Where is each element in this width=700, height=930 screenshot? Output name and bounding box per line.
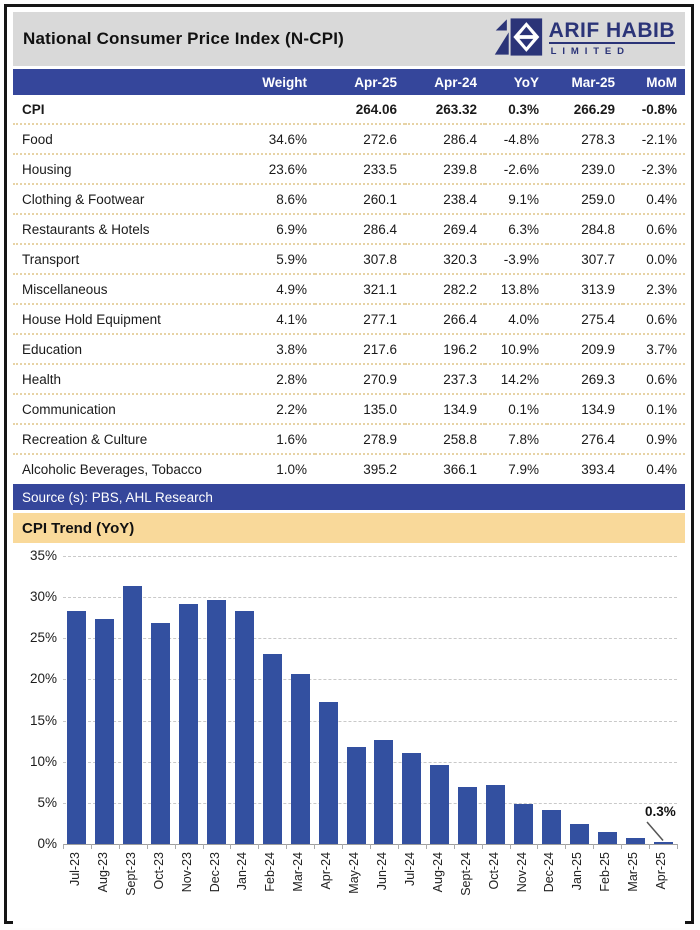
column-header: MoM <box>623 69 685 95</box>
table-cell: 239.8 <box>405 154 485 184</box>
table-row <box>13 154 685 184</box>
x-axis-tick <box>175 844 176 849</box>
x-axis-tick-label: Jan-25 <box>570 852 585 891</box>
table-cell: 2.3% <box>623 274 685 304</box>
x-axis-tick <box>398 844 399 849</box>
x-axis-tick <box>314 844 315 849</box>
x-axis-tick-label: Mar-24 <box>291 852 306 892</box>
x-axis-tick-label: Mar-25 <box>626 852 641 892</box>
bar-Aug-24 <box>430 765 449 844</box>
x-axis-tick <box>147 844 148 849</box>
y-axis-tick-label: 30% <box>29 589 57 605</box>
table-cell: 269.4 <box>405 214 485 244</box>
bar-Apr-24 <box>319 702 338 844</box>
table-cell: 6.3% <box>485 214 547 244</box>
table-row <box>13 394 685 424</box>
table-cell: 395.2 <box>363 461 397 477</box>
table-cell: 7.8% <box>485 424 547 454</box>
table-cell: 3.8% <box>241 334 315 364</box>
table-cell: 278.3 <box>547 124 623 154</box>
table-cell: 6.9% <box>241 214 315 244</box>
cpi-summary-row <box>13 95 685 124</box>
table-cell: Transport <box>13 244 241 274</box>
column-header: Apr-25 <box>315 69 405 95</box>
x-axis-tick-label: Apr-25 <box>654 852 669 890</box>
x-axis-tick <box>258 844 259 849</box>
bar-Dec-24 <box>542 810 561 844</box>
x-axis-tick-label: Feb-25 <box>598 852 613 892</box>
table-row <box>13 184 685 214</box>
bar-Feb-25 <box>598 832 617 844</box>
cpi-trend-chart <box>13 546 685 928</box>
table-cell: -0.8% <box>623 95 685 124</box>
table-row <box>13 424 685 454</box>
table-cell: 196.2 <box>405 334 485 364</box>
table-row <box>13 244 685 274</box>
table-cell: 0.0% <box>623 244 685 274</box>
table-cell: 269.3 <box>547 364 623 394</box>
title-band <box>13 12 685 66</box>
table-cell: Recreation & Culture <box>13 424 241 454</box>
table-cell: 272.6 <box>315 124 405 154</box>
table-cell: 10.9% <box>485 334 547 364</box>
logo-text <box>549 21 675 57</box>
table-cell: House Hold Equipment <box>13 304 241 334</box>
table-row <box>13 274 685 304</box>
cpi-table <box>13 69 685 483</box>
cpi-table-body <box>13 95 685 483</box>
table-cell: CPI <box>13 95 241 124</box>
table-cell: 321.1 <box>315 274 405 304</box>
table-cell: 266.29 <box>547 95 623 124</box>
table-cell: 263.32 <box>405 95 485 124</box>
arif-habib-logo-icon <box>492 16 544 63</box>
table-cell: 284.8 <box>547 214 623 244</box>
table-cell: 264.06 <box>315 95 405 124</box>
table-cell: 259.0 <box>547 184 623 214</box>
x-axis-tick <box>510 844 511 849</box>
table-cell: Education <box>13 334 241 364</box>
table-cell: 276.4 <box>547 424 623 454</box>
table-row <box>13 334 685 364</box>
bar-Aug-23 <box>95 619 114 844</box>
y-axis-tick-label: 20% <box>29 671 57 687</box>
table-cell: 4.0% <box>485 304 547 334</box>
x-axis-tick <box>565 844 566 849</box>
x-axis-tick-label: Nov-24 <box>514 852 529 893</box>
table-cell: 7.9% <box>508 461 539 477</box>
table-cell: 4.1% <box>241 304 315 334</box>
bar-Mar-25 <box>626 838 645 844</box>
table-cell: 275.4 <box>547 304 623 334</box>
table-cell: 4.9% <box>241 274 315 304</box>
table-cell: -2.3% <box>623 154 685 184</box>
table-cell: 238.4 <box>405 184 485 214</box>
bar-Oct-24 <box>486 785 505 844</box>
table-cell: -2.1% <box>623 124 685 154</box>
table-cell: -3.9% <box>485 244 547 274</box>
header-row <box>13 69 685 95</box>
bar-Oct-23 <box>151 623 170 844</box>
x-axis-tick <box>63 844 64 849</box>
column-header <box>13 69 241 95</box>
table-cell: 0.6% <box>623 304 685 334</box>
table-cell: Restaurants & Hotels <box>13 214 241 244</box>
table-row <box>13 124 685 154</box>
table-cell: 1.6% <box>241 424 315 454</box>
chart-section-title: CPI Trend (YoY) <box>22 519 135 537</box>
x-axis-tick-label: Aug-24 <box>430 852 445 893</box>
table-cell: 0.4% <box>623 184 685 214</box>
table-cell: Food <box>13 124 241 154</box>
table-cell: Miscellaneous <box>13 274 241 304</box>
table-cell: 0.1% <box>623 394 685 424</box>
table-cell: 320.3 <box>405 244 485 274</box>
bar-Mar-24 <box>291 674 310 844</box>
x-axis-tick <box>537 844 538 849</box>
table-cell: 9.1% <box>485 184 547 214</box>
x-axis-tick-label: Oct-24 <box>486 852 501 890</box>
table-cell: 313.9 <box>547 274 623 304</box>
table-cell: 34.6% <box>241 124 315 154</box>
x-axis-tick <box>426 844 427 849</box>
table-cell: 233.5 <box>315 154 405 184</box>
x-axis-tick-label: Oct-23 <box>151 852 166 890</box>
table-cell: 217.6 <box>315 334 405 364</box>
gridline <box>63 597 677 598</box>
bar-Jul-23 <box>67 611 86 844</box>
x-axis-tick <box>230 844 231 849</box>
table-cell: 1.0% <box>276 461 307 477</box>
gridline <box>63 556 677 557</box>
table-cell: 278.9 <box>315 424 405 454</box>
table-cell: 393.4 <box>581 461 615 477</box>
table-cell: 307.7 <box>547 244 623 274</box>
x-axis-tick-label: Sept-24 <box>458 852 473 896</box>
column-header: Weight <box>241 69 315 95</box>
x-axis-tick <box>91 844 92 849</box>
source-text: Source (s): PBS, AHL Research <box>22 489 213 505</box>
table-cell: Housing <box>13 154 241 184</box>
x-axis-tick-label: Jul-24 <box>402 852 417 887</box>
table-cell: 13.8% <box>485 274 547 304</box>
table-row <box>13 214 685 244</box>
logo-text-sub: LIMITED <box>550 46 630 57</box>
x-axis-tick <box>119 844 120 849</box>
table-cell: 260.1 <box>315 184 405 214</box>
source-bar <box>13 484 685 510</box>
y-axis-tick-label: 5% <box>37 794 57 810</box>
table-row <box>13 454 685 483</box>
x-axis-tick-label: Sept-23 <box>123 852 138 896</box>
x-axis-tick-label: May-24 <box>347 852 362 894</box>
cpi-table-header <box>13 69 685 95</box>
table-cell: 366.1 <box>443 461 477 477</box>
table-cell: 270.9 <box>315 364 405 394</box>
table-cell: 23.6% <box>241 154 315 184</box>
y-axis-tick-label: 0% <box>37 836 57 851</box>
table-cell: 3.7% <box>623 334 685 364</box>
bar-Jun-24 <box>374 740 393 844</box>
table-cell: 0.9% <box>623 424 685 454</box>
x-axis-tick-label: Jan-24 <box>235 852 250 891</box>
table-cell: Communication <box>13 394 241 424</box>
bar-Nov-24 <box>514 804 533 844</box>
chart-title-band <box>13 513 685 543</box>
x-axis-tick-label: Aug-23 <box>95 852 110 893</box>
table-cell: 286.4 <box>315 214 405 244</box>
column-header: YoY <box>485 69 547 95</box>
bar-May-24 <box>347 747 366 844</box>
bar-Jan-24 <box>235 611 254 844</box>
table-cell: 266.4 <box>405 304 485 334</box>
table-cell: 135.0 <box>315 394 405 424</box>
x-axis-tick-label: Jul-23 <box>67 852 82 887</box>
table-row <box>13 304 685 334</box>
logo-text-main: ARIF HABIB <box>548 19 675 42</box>
table-cell: 0.4% <box>646 461 677 477</box>
table-cell: 14.2% <box>485 364 547 394</box>
y-axis-tick-label: 25% <box>29 630 57 646</box>
table-cell <box>241 95 315 124</box>
x-axis-tick <box>342 844 343 849</box>
table-cell: -4.8% <box>485 124 547 154</box>
x-axis-tick-label: Jun-24 <box>374 852 389 891</box>
x-axis-tick <box>677 844 678 849</box>
x-axis-tick <box>286 844 287 849</box>
table-cell: 0.6% <box>623 364 685 394</box>
page-title: National Consumer Price Index (N-CPI) <box>23 29 345 48</box>
bar-Dec-23 <box>207 600 226 844</box>
table-cell: Health <box>13 364 241 394</box>
bar-Jan-25 <box>570 824 589 844</box>
table-cell: 286.4 <box>405 124 485 154</box>
table-cell: 282.2 <box>405 274 485 304</box>
table-cell: 8.6% <box>241 184 315 214</box>
x-axis-tick <box>454 844 455 849</box>
bar-Apr-25 <box>654 842 673 844</box>
bar-Feb-24 <box>263 654 282 844</box>
x-axis-tick <box>649 844 650 849</box>
x-axis-tick <box>621 844 622 849</box>
company-logo <box>492 16 675 63</box>
table-cell: 134.9 <box>405 394 485 424</box>
table-cell: 2.2% <box>241 394 315 424</box>
column-header: Apr-24 <box>405 69 485 95</box>
table-cell: 2.8% <box>241 364 315 394</box>
table-cell: Clothing & Footwear <box>13 184 241 214</box>
bar-Nov-23 <box>179 604 198 844</box>
y-axis-tick-label: 15% <box>29 712 57 728</box>
table-cell: 239.0 <box>547 154 623 184</box>
bar-Sept-24 <box>458 787 477 844</box>
x-axis-tick <box>593 844 594 849</box>
table-cell: 134.9 <box>547 394 623 424</box>
x-axis-tick-label: Dec-24 <box>542 852 557 893</box>
column-header: Mar-25 <box>547 69 623 95</box>
y-axis-tick-label: 35% <box>29 548 57 563</box>
table-cell: 0.3% <box>485 95 547 124</box>
table-cell: 0.6% <box>623 214 685 244</box>
x-axis-tick <box>370 844 371 849</box>
table-cell: 258.8 <box>405 424 485 454</box>
table-cell: 0.1% <box>485 394 547 424</box>
bar-Sept-23 <box>123 586 142 844</box>
y-axis-tick-label: 10% <box>29 753 57 769</box>
x-axis-tick <box>203 844 204 849</box>
table-row <box>13 364 685 394</box>
table-cell: 277.1 <box>315 304 405 334</box>
x-axis-tick-label: Feb-24 <box>263 852 278 892</box>
x-axis-tick <box>482 844 483 849</box>
table-cell: 237.3 <box>405 364 485 394</box>
report-frame <box>4 4 694 924</box>
table-cell: 5.9% <box>241 244 315 274</box>
table-cell: Alcoholic Beverages, Tobacco <box>22 461 202 477</box>
x-axis-tick-label: Nov-23 <box>179 852 194 893</box>
x-axis-tick-label: Apr-24 <box>319 852 334 890</box>
table-cell: 209.9 <box>547 334 623 364</box>
x-axis-tick-label: Dec-23 <box>207 852 222 893</box>
table-cell: -2.6% <box>485 154 547 184</box>
table-cell: 307.8 <box>315 244 405 274</box>
bar-Jul-24 <box>402 753 421 844</box>
data-label-annotation: 0.3% <box>645 804 676 819</box>
